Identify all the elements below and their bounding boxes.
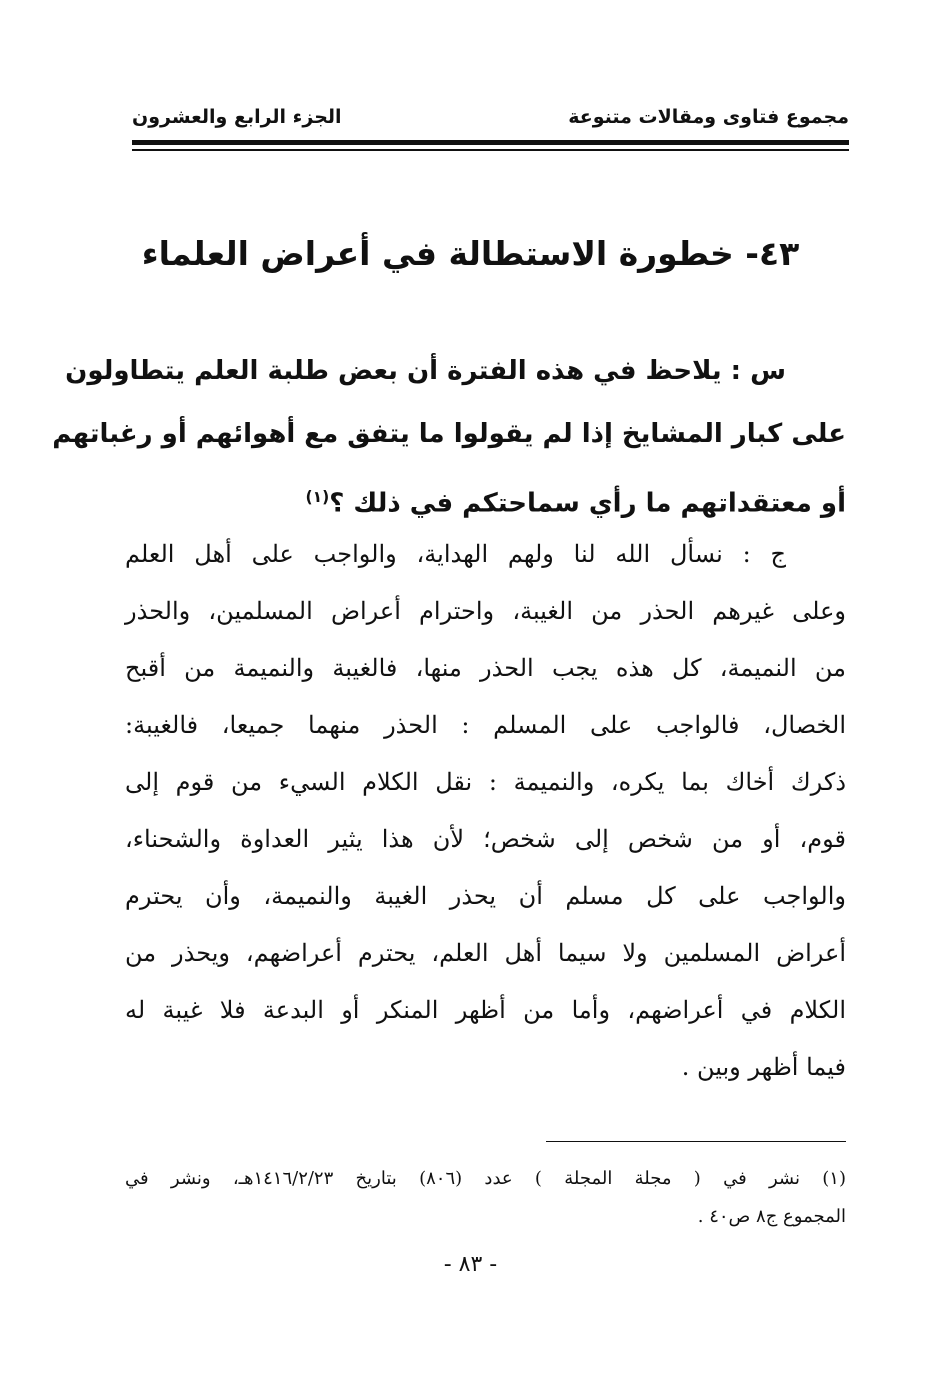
page-number: - ٨٣ - xyxy=(443,1252,498,1277)
answer-line: الخصال، فالواجب على المسلم : الحذر منهما جميعا، فالغيبة: xyxy=(125,711,846,739)
question-line: س : يلاحظ في هذه الفترة أن بعض طلبة العلم يتطاولون xyxy=(65,356,786,386)
footnote-line: (١) نشر في ( مجلة المجلة ) عدد (٨٠٦) بتاريخ ١٤١٦/٢/٢٣هـ، ونشر في xyxy=(125,1168,846,1189)
answer-line: أعراض المسلمين ولا سيما أهل العلم، يحترم أعراضهم، ويحذر من xyxy=(125,939,846,967)
footnote-reference: (١) xyxy=(305,488,330,506)
answer-line: ذكرك أخاك بما يكره، والنميمة : نقل الكلام السيء من قوم إلى xyxy=(125,768,846,796)
footnote xyxy=(125,1160,846,1236)
answer-paragraph xyxy=(125,526,846,1096)
running-header xyxy=(132,100,849,140)
answer-line: قوم، أو من شخص إلى شخص؛ لأن هذا يثير العداوة والشحناء، xyxy=(125,825,846,853)
answer-line: الكلام في أعراضهم، وأما من أظهر المنكر أو البدعة فلا غيبة له xyxy=(125,996,846,1024)
footnote-line: المجموع ج٨ ص٤٠ . xyxy=(697,1206,846,1227)
volume-label: الجزء الرابع والعشرون xyxy=(132,106,342,128)
header-rule-thick xyxy=(132,140,849,145)
answer-line: والواجب على كل مسلم أن يحذر الغيبة والنميمة، وأن يحترم xyxy=(125,882,846,910)
question-line-text: أو معتقداتهم ما رأي سماحتكم في ذلك ؟ xyxy=(329,488,846,519)
header-rule-thin xyxy=(132,149,849,151)
answer-line: من النميمة، كل هذه يجب الحذر منها، فالغيبة والنميمة من أقبح xyxy=(125,654,846,682)
answer-line: ج : نسأل الله لنا ولهم الهداية، والواجب على أهل العلم xyxy=(125,540,786,568)
footnote-separator xyxy=(546,1141,846,1142)
book-title: مجموع فتاوى ومقالات متنوعة xyxy=(568,106,849,128)
question-line: على كبار المشايخ إذا لم يقولوا ما يتفق مع أهوائهم أو رغباتهم xyxy=(52,419,846,449)
answer-line: وعلى غيرهم الحذر من الغيبة، واحترام أعراض المسلمين، والحذر xyxy=(125,597,846,625)
answer-line: فيما أظهر وبين . xyxy=(681,1053,846,1081)
question-paragraph xyxy=(52,340,846,536)
article-title: ٤٣- خطورة الاستطالة في أعراض العلماء xyxy=(141,234,800,273)
